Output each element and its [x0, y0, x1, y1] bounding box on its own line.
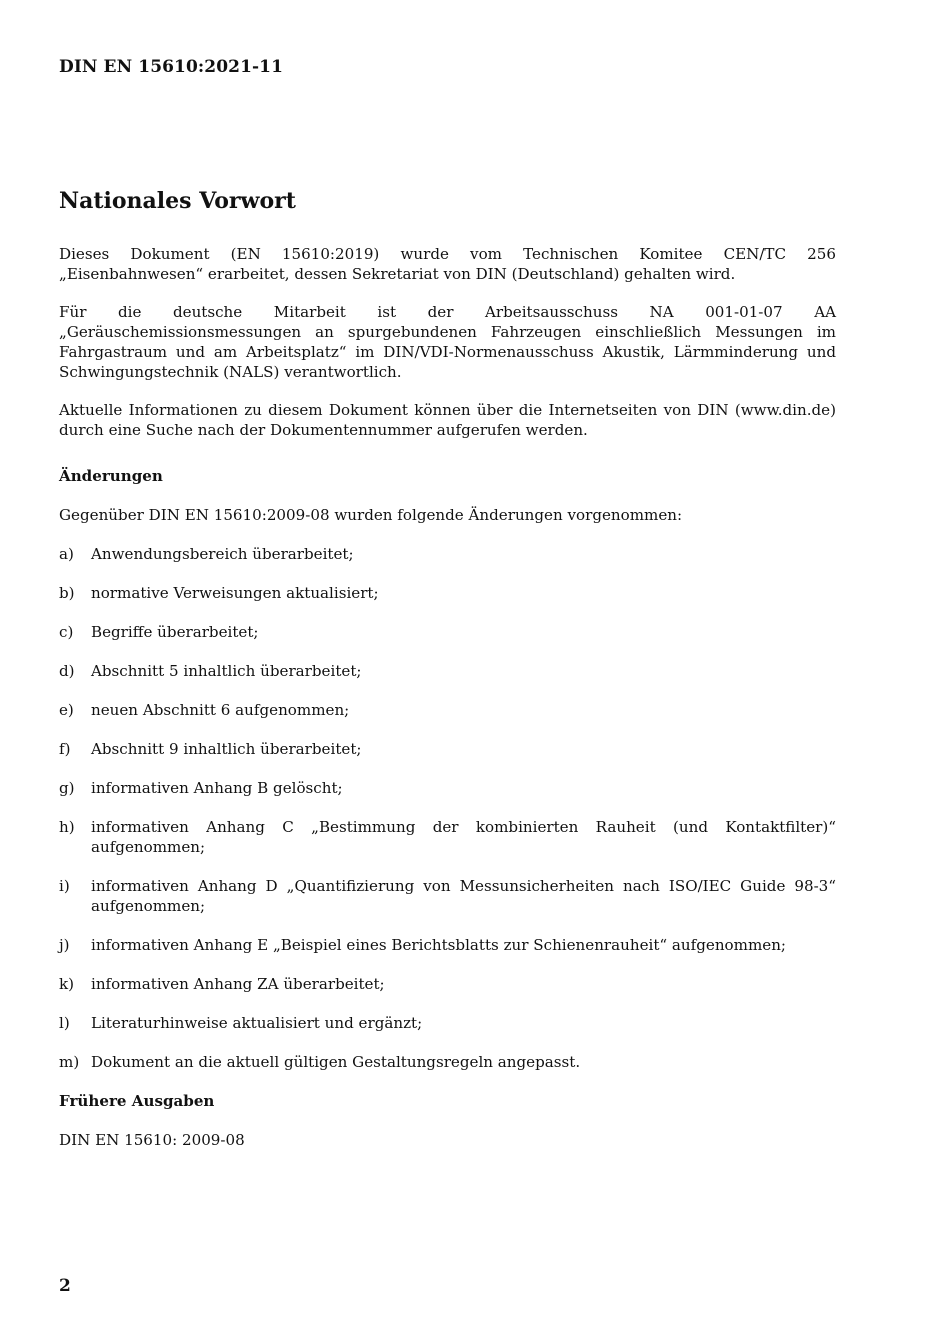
- list-marker: a): [59, 545, 74, 563]
- list-marker: g): [59, 779, 75, 797]
- list-item: [59, 1013, 836, 1033]
- list-item: [59, 583, 836, 603]
- list-item-text: informativen Anhang C „Bestimmung der kombinierten Rauheit (und Kontaktfilter)“ aufgenommen;: [91, 818, 836, 856]
- list-marker: i): [59, 877, 70, 895]
- list-marker: h): [59, 818, 75, 836]
- list-marker: j): [59, 936, 70, 954]
- paragraph-2: Für die deutsche Mitarbeit ist der Arbeitsausschuss NA 001-01-07 AA „Geräuschemissionsmessungen an spurgebundenen Fahrzeugen einschließlich Messungen im Fahrgastraum und am Arbeitsplatz“ im DIN/VDI-Normenausschuss Akustik, Lärmminderung und Schwingungstechnik (NALS) verantwortlich.: [59, 303, 836, 381]
- list-item-text: informativen Anhang D „Quantifizierung von Messunsicherheiten nach ISO/IEC Guide 98-3“ aufgenommen;: [91, 877, 836, 915]
- list-item: [59, 544, 836, 564]
- list-item: [59, 778, 836, 798]
- page-number: 2: [59, 1276, 71, 1296]
- list-item-text: informativen Anhang ZA überarbeitet;: [91, 975, 385, 993]
- list-item-text: Begriffe überarbeitet;: [91, 623, 259, 641]
- list-item: [59, 876, 836, 916]
- paragraph-3: Aktuelle Informationen zu diesem Dokument können über die Internetseiten von DIN (www.din.de) durch eine Suche nach der Dokumentennummer aufgerufen werden.: [59, 401, 836, 439]
- list-item-text: Dokument an die aktuell gültigen Gestaltungsregeln angepasst.: [91, 1053, 581, 1071]
- list-marker: d): [59, 662, 75, 680]
- list-item: [59, 661, 836, 681]
- list-marker: c): [59, 623, 74, 641]
- list-marker: e): [59, 701, 74, 719]
- previous-editions-text: DIN EN 15610: 2009-08: [59, 1131, 245, 1149]
- list-item: [59, 1052, 836, 1072]
- list-item: [59, 935, 836, 955]
- list-item-text: Abschnitt 9 inhaltlich überarbeitet;: [91, 740, 362, 758]
- list-marker: m): [59, 1053, 80, 1071]
- list-marker: k): [59, 975, 75, 993]
- list-item: [59, 974, 836, 994]
- list-marker: l): [59, 1014, 70, 1032]
- list-item-text: normative Verweisungen aktualisiert;: [91, 584, 379, 602]
- list-item-text: Abschnitt 5 inhaltlich überarbeitet;: [91, 662, 362, 680]
- previous-editions-heading: Frühere Ausgaben: [59, 1092, 215, 1110]
- list-item: [59, 739, 836, 759]
- list-marker: b): [59, 584, 75, 602]
- list-item-text: neuen Abschnitt 6 aufgenommen;: [91, 701, 350, 719]
- list-item-text: Anwendungsbereich überarbeitet;: [91, 545, 354, 563]
- list-item: [59, 817, 836, 857]
- list-item: [59, 622, 836, 642]
- list-item-text: Literaturhinweise aktualisiert und ergänzt;: [91, 1014, 423, 1032]
- page-title: Nationales Vorwort: [59, 188, 296, 214]
- list-item: [59, 700, 836, 720]
- list-item-text: informativen Anhang B gelöscht;: [91, 779, 343, 797]
- list-marker: f): [59, 740, 71, 758]
- paragraph-1: Dieses Dokument (EN 15610:2019) wurde vom Technischen Komitee CEN/TC 256 „Eisenbahnwesen“ erarbeitet, dessen Sekretariat von DIN (Deutschland) gehalten wird.: [59, 245, 836, 283]
- changes-intro: Gegenüber DIN EN 15610:2009-08 wurden folgende Änderungen vorgenommen:: [59, 506, 683, 524]
- changes-list: [59, 544, 836, 1072]
- document-header: DIN EN 15610:2021-11: [59, 57, 284, 77]
- document-body: [59, 184, 836, 1169]
- changes-heading: Änderungen: [59, 467, 163, 485]
- list-item-text: informativen Anhang E „Beispiel eines Berichtsblatts zur Schienenrauheit“ aufgenommen;: [91, 936, 786, 954]
